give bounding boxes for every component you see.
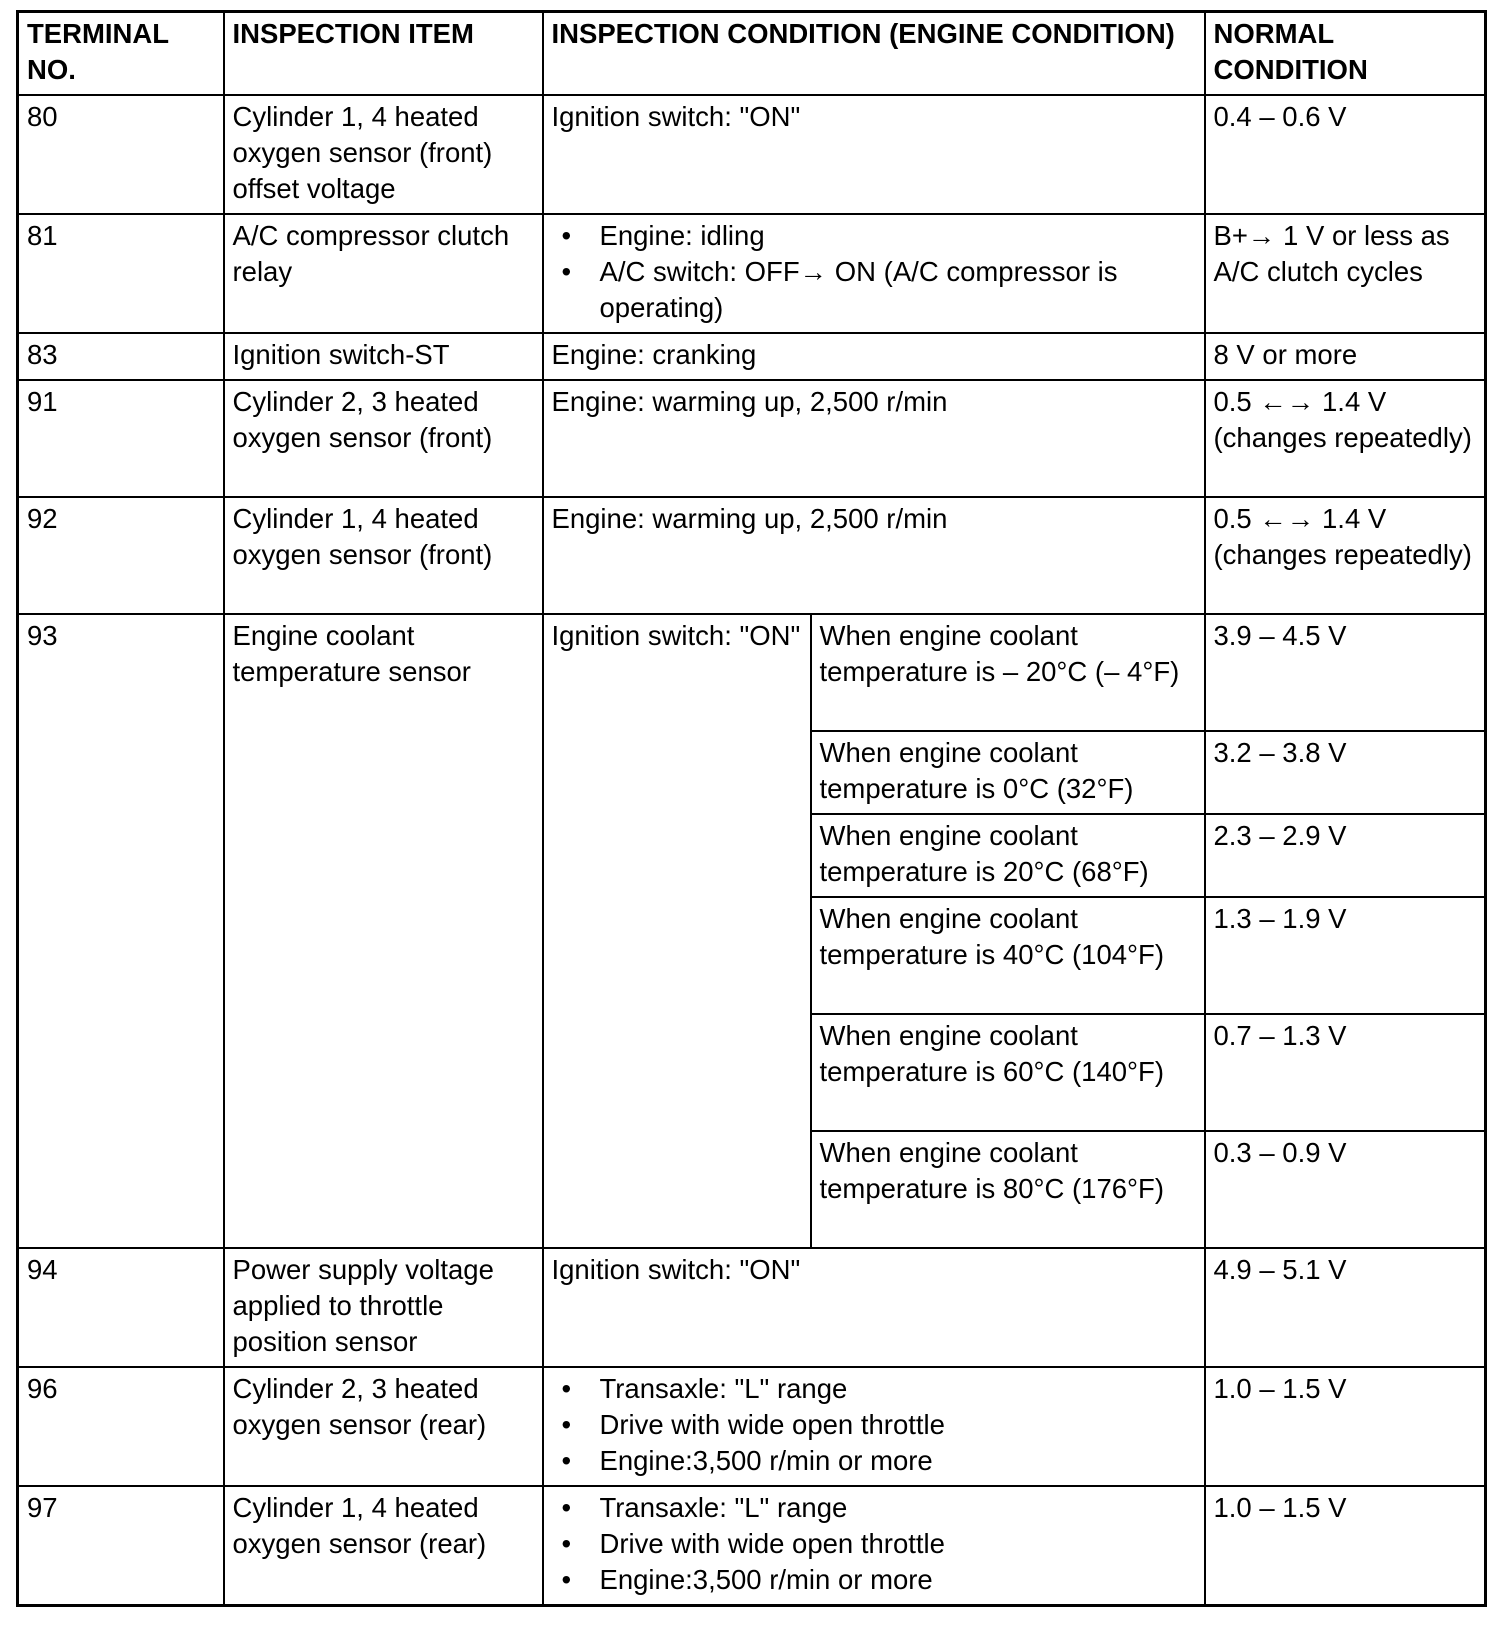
normal-condition-cell: 0.4 – 0.6 V [1205,95,1486,214]
document-page [16,10,1484,1607]
condition-cell [543,1486,1205,1606]
sub-condition-cell: When engine coolant temperature is 20°C (68°F) [811,814,1205,897]
sub-condition-cell: When engine coolant temperature is 0°C (32°F) [811,731,1205,814]
condition-cell: Ignition switch: "ON" [543,1248,1205,1367]
sub-condition-cell: When engine coolant temperature is – 20°C (– 4°F) [811,614,1205,731]
condition-bullet-list [552,1371,1196,1479]
normal-condition-cell: 1.3 – 1.9 V [1205,897,1486,1014]
inspection-item-cell: A/C compressor clutch relay [224,214,543,333]
condition-cell [543,214,1205,333]
terminal-cell: 93 [18,614,224,1248]
header-inspection-condition: INSPECTION CONDITION (ENGINE CONDITION) [543,12,1205,96]
table-row [18,614,1486,731]
condition-bullet: • Engine: idling [562,218,1196,254]
normal-condition-cell: 4.9 – 5.1 V [1205,1248,1486,1367]
condition-bullet-list [552,1490,1196,1598]
terminal-cell: 94 [18,1248,224,1367]
condition-cell: Ignition switch: "ON" [543,614,811,1248]
inspection-item-cell: Ignition switch-ST [224,333,543,380]
condition-cell: Engine: warming up, 2,500 r/min [543,380,1205,497]
header-row [18,12,1486,96]
sub-condition-cell: When engine coolant temperature is 40°C (104°F) [811,897,1205,1014]
table-row [18,95,1486,214]
condition-bullet: • A/C switch: OFF→ ON (A/C compressor is operating) [562,254,1196,326]
inspection-table [16,10,1487,1607]
sub-condition-cell: When engine coolant temperature is 80°C (176°F) [811,1131,1205,1248]
terminal-cell: 91 [18,380,224,497]
condition-bullet: • Drive with wide open throttle [562,1407,1196,1443]
terminal-cell: 96 [18,1367,224,1486]
header-normal-condition: NORMAL CONDITION [1205,12,1486,96]
terminal-cell: 92 [18,497,224,614]
condition-bullet: • Engine:3,500 r/min or more [562,1562,1196,1598]
condition-bullet: • Drive with wide open throttle [562,1526,1196,1562]
normal-condition-cell: 8 V or more [1205,333,1486,380]
table-row [18,333,1486,380]
condition-bullet: • Transaxle: "L" range [562,1490,1196,1526]
normal-condition-cell: 1.0 – 1.5 V [1205,1486,1486,1606]
inspection-item-cell: Cylinder 1, 4 heated oxygen sensor (rear) [224,1486,543,1606]
condition-bullet: • Engine:3,500 r/min or more [562,1443,1196,1479]
normal-condition-cell: 0.5 ←→ 1.4 V (changes repeatedly) [1205,497,1486,614]
normal-condition-cell: 0.7 – 1.3 V [1205,1014,1486,1131]
inspection-item-cell: Cylinder 2, 3 heated oxygen sensor (front) [224,380,543,497]
inspection-item-cell: Cylinder 2, 3 heated oxygen sensor (rear) [224,1367,543,1486]
inspection-item-cell: Cylinder 1, 4 heated oxygen sensor (front) offset voltage [224,95,543,214]
table-row [18,1486,1486,1606]
inspection-item-cell: Cylinder 1, 4 heated oxygen sensor (front) [224,497,543,614]
table-row [18,1367,1486,1486]
normal-condition-cell: 0.3 – 0.9 V [1205,1131,1486,1248]
normal-condition-cell: 0.5 ←→ 1.4 V (changes repeatedly) [1205,380,1486,497]
header-inspection-item: INSPECTION ITEM [224,12,543,96]
terminal-cell: 83 [18,333,224,380]
header-terminal: TERMINAL NO. [18,12,224,96]
inspection-item-cell: Power supply voltage applied to throttle position sensor [224,1248,543,1367]
table-row [18,380,1486,497]
normal-condition-cell: 3.9 – 4.5 V [1205,614,1486,731]
condition-cell [543,1367,1205,1486]
table-row [18,1248,1486,1367]
condition-bullet: • Transaxle: "L" range [562,1371,1196,1407]
condition-bullet-list [552,218,1196,326]
terminal-cell: 97 [18,1486,224,1606]
sub-condition-cell: When engine coolant temperature is 60°C (140°F) [811,1014,1205,1131]
table-row [18,497,1486,614]
condition-cell: Ignition switch: "ON" [543,95,1205,214]
condition-cell: Engine: cranking [543,333,1205,380]
condition-cell: Engine: warming up, 2,500 r/min [543,497,1205,614]
normal-condition-cell: B+→ 1 V or less as A/C clutch cycles [1205,214,1486,333]
terminal-cell: 80 [18,95,224,214]
normal-condition-cell: 3.2 – 3.8 V [1205,731,1486,814]
normal-condition-cell: 1.0 – 1.5 V [1205,1367,1486,1486]
inspection-item-cell: Engine coolant temperature sensor [224,614,543,1248]
terminal-cell: 81 [18,214,224,333]
table-row [18,214,1486,333]
normal-condition-cell: 2.3 – 2.9 V [1205,814,1486,897]
